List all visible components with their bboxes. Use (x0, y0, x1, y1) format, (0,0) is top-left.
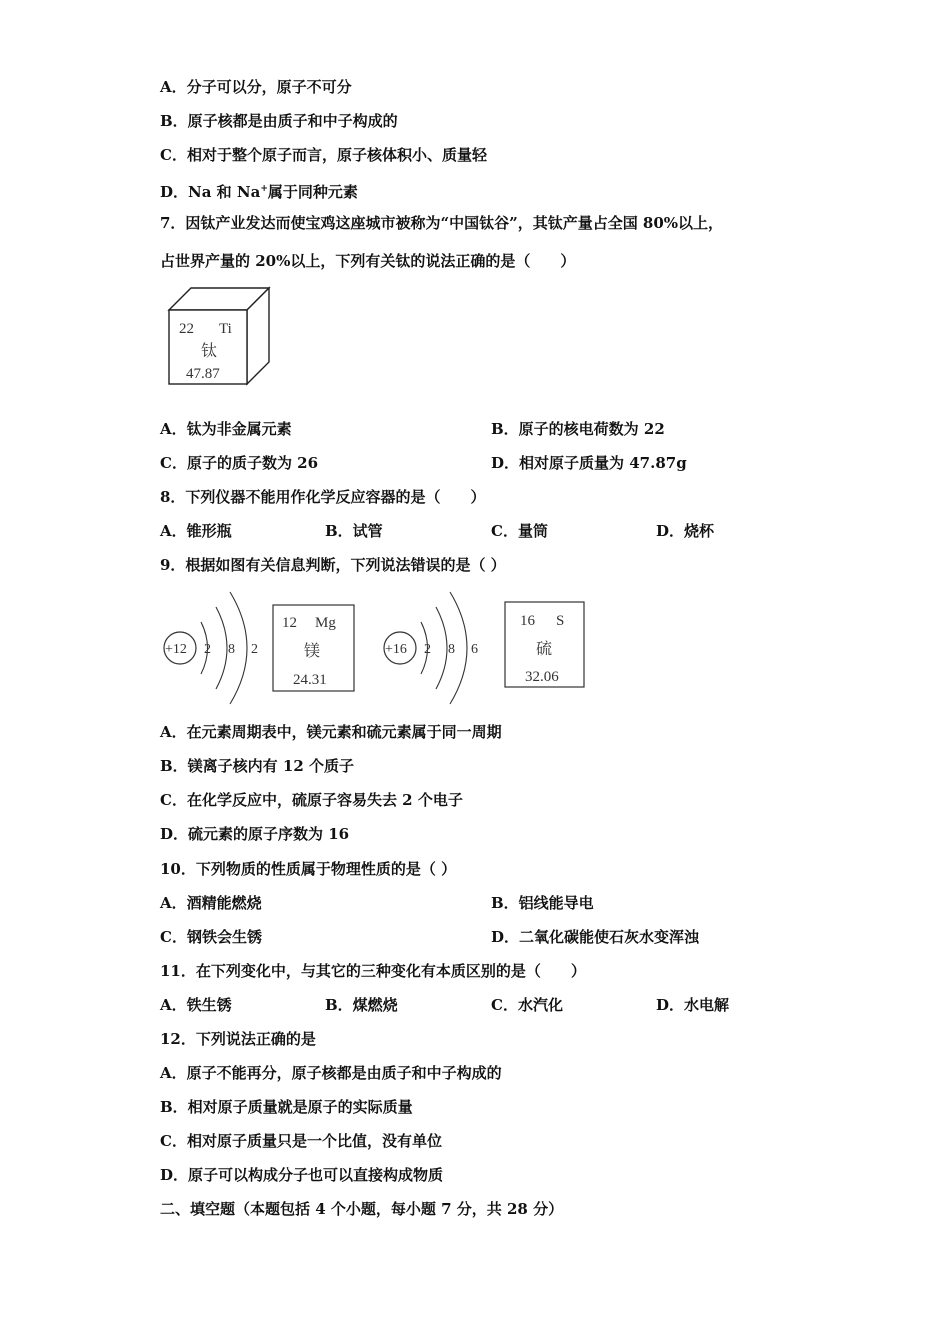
q9-stem: 9．根据如图有关信息判断，下列说法错误的是（ ） (160, 556, 506, 574)
section-2-heading: 二、填空题（本题包括 4 个小题，每小题 7 分，共 28 分） (160, 1200, 564, 1218)
s-shell-1: 2 (424, 642, 431, 657)
q12-option-c: C．相对原子质量只是一个比值，没有单位 (160, 1132, 442, 1150)
s-shell-3: 6 (471, 642, 478, 657)
q10-stem: 10．下列物质的性质属于物理性质的是（ ） (160, 860, 457, 878)
s-atom-diagram (384, 592, 478, 704)
q9-option-d: D．硫元素的原子序数为 16 (160, 825, 350, 843)
s-shell-2: 8 (448, 642, 455, 657)
mg-atomic-mass: 24.31 (293, 672, 327, 688)
mg-nucleus-charge: +12 (165, 642, 187, 657)
q10-option-b: B．铝线能导电 (491, 894, 594, 912)
ti-atomic-mass: 47.87 (186, 366, 220, 382)
q10-option-a: A．酒精能燃烧 (160, 894, 262, 912)
ti-name: 钛 (201, 343, 218, 360)
mg-shell-1: 2 (204, 642, 211, 657)
q11-stem: 11．在下列变化中，与其它的三种变化有本质区别的是（ ） (160, 962, 586, 980)
s-symbol: S (556, 613, 565, 629)
q6-option-b: B．原子核都是由质子和中子构成的 (160, 112, 398, 130)
q8-option-a: A．锥形瓶 (160, 522, 232, 540)
q11-option-a: A．铁生锈 (160, 996, 232, 1014)
q6-option-d-pre: D．Na 和 Na (160, 183, 261, 201)
s-nucleus-charge: +16 (385, 642, 407, 657)
q6-option-d-post: 属于同种元素 (267, 183, 358, 201)
q6-option-d-sup: + (260, 184, 268, 194)
s-atomic-number: 16 (520, 613, 535, 629)
q11-option-c: C．水汽化 (491, 996, 563, 1014)
mg-atomic-number: 12 (282, 615, 297, 631)
q9-option-c: C．在化学反应中，硫原子容易失去 2 个电子 (160, 791, 463, 809)
q7-option-d: D．相对原子质量为 47.87g (491, 454, 687, 472)
q9-option-a: A．在元素周期表中，镁元素和硫元素属于同一周期 (160, 723, 502, 741)
q8-stem: 8．下列仪器不能用作化学反应容器的是（ ） (160, 488, 486, 506)
q12-stem: 12．下列说法正确的是 (160, 1030, 316, 1048)
ti-element-tile (163, 286, 275, 390)
q7-option-c: C．原子的质子数为 26 (160, 454, 319, 472)
q7-stem-line-1: 7．因钛产业发达而使宝鸡这座城市被称为“中国钛谷”，其钛产量占全国 80%以上， (160, 214, 724, 232)
mg-name: 镁 (304, 643, 321, 660)
mg-element-tile (273, 605, 354, 691)
q6-option-c: C．相对于整个原子而言，原子核体积小、质量轻 (160, 146, 487, 164)
q6-option-d (160, 179, 358, 202)
mg-symbol: Mg (315, 615, 336, 631)
q9-option-b: B．镁离子核内有 12 个质子 (160, 757, 354, 775)
q12-option-a: A．原子不能再分，原子核都是由质子和中子构成的 (160, 1064, 502, 1082)
q8-option-d: D．烧杯 (656, 522, 715, 540)
q11-option-d: D．水电解 (656, 996, 730, 1014)
ti-atomic-number: 22 (179, 321, 194, 337)
q10-option-c: C．钢铁会生锈 (160, 928, 262, 946)
q7-stem-line-2: 占世界产量的 20%以上，下列有关钛的说法正确的是（ ） (160, 252, 576, 270)
q12-option-d: D．原子可以构成分子也可以直接构成物质 (160, 1166, 444, 1184)
q8-option-b: B．试管 (325, 522, 383, 540)
q7-option-b: B．原子的核电荷数为 22 (491, 420, 665, 438)
s-element-tile (505, 602, 584, 687)
q12-option-b: B．相对原子质量就是原子的实际质量 (160, 1098, 413, 1116)
q8-option-c: C．量筒 (491, 522, 548, 540)
s-name: 硫 (536, 641, 553, 658)
q11-option-b: B．煤燃烧 (325, 996, 398, 1014)
q9-figure (158, 585, 598, 710)
mg-shell-3: 2 (251, 642, 258, 657)
s-atomic-mass: 32.06 (525, 669, 559, 685)
q10-option-d: D．二氧化碳能使石灰水变浑浊 (491, 928, 700, 946)
mg-atom-diagram (164, 592, 258, 704)
q6-option-a: A．分子可以分，原子不可分 (160, 78, 352, 96)
q7-option-a: A．钛为非金属元素 (160, 420, 292, 438)
ti-symbol: Ti (219, 321, 232, 337)
mg-shell-2: 8 (228, 642, 235, 657)
